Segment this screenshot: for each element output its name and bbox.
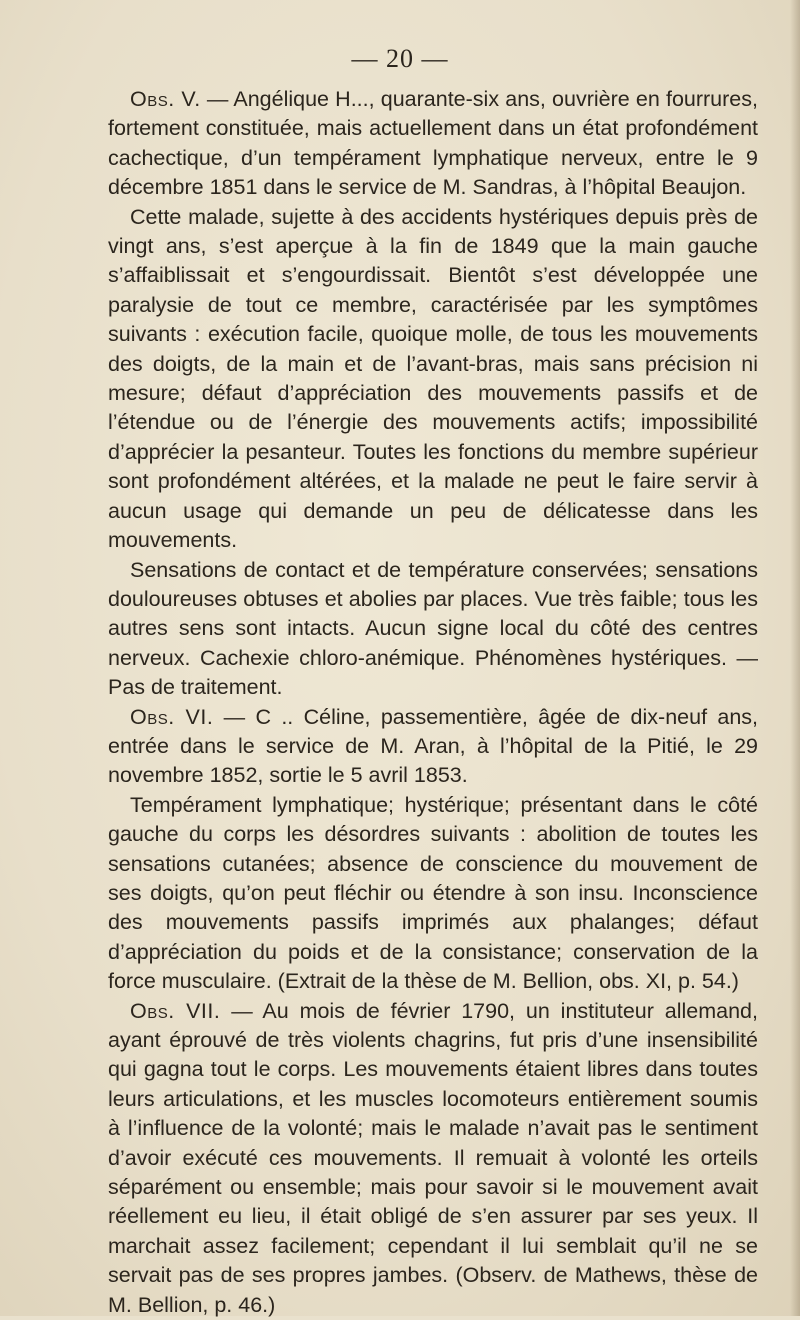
page-edge-shadow xyxy=(790,0,800,1316)
paragraph-text: Tempérament lymphatique; hystérique; présentant dans le côté gauche du corps les désordres suivants : abolition de toutes les sensations cutanées; absence de conscience du mouvement de ses doigts, qu’on peut fléchir ou étendre à son insu. Inconscience des mouvements passifs imprimés aux phalanges; défaut d’appréciation du poids et de la consistance; conservation de la force musculaire. (Extrait de la thèse de M. Bellion, obs. XI, p. 54.) xyxy=(108,792,758,994)
observation-label: Obs. VII. xyxy=(130,998,221,1023)
paragraph-obs-6 xyxy=(108,703,758,791)
body-text xyxy=(108,85,758,1320)
paragraph-text: — Angélique H..., quarante-six ans, ouvrière en fourrures, fortement constituée, mais actuellement dans un état profondément cachectique, d’un tempérament lymphatique nerveux, entre le 9 décembre 1851 dans le service de M. Sandras, à l’hôpital Beaujon. xyxy=(108,87,758,200)
paragraph-text: — Au mois de février 1790, un instituteur allemand, ayant éprouvé de très violents chagrins, fut pris d’une insensibilité qui gagna tout le corps. Les mouvements étaient libres dans toutes leurs articulations, et les muscles locomoteurs entièrement soumis à l’influence de la volonté; mais le malade n’avait pas le sentiment d’avoir exécuté ces mouvements. Il remuait à volonté les orteils séparément ou ensemble; mais pour savoir si le mouvement avait réellement eu lieu, il était obligé de s’en assurer par ses yeux. Il marchait assez facilement; cependant il lui semblait qu’il ne se servait pas de ses propres jambes. (Observ. de Mathews, thèse de M. Bellion, p. 46.) xyxy=(108,998,758,1317)
paragraph-text: Cette malade, sujette à des accidents hystériques depuis près de vingt ans, s’est aperçue à la fin de 1849 que la main gauche s’affaiblissait et s’engourdissait. Bientôt s’est développée une paralysie de tout ce membre, caractérisée par les symptômes suivants : exécution facile, quoique molle, de tous les mouvements des doigts, de la main et de l’avant-bras, mais sans précision ni mesure; défaut d’appréciation des mouvements passifs et de l’étendue ou de l’énergie des mouvements actifs; impossibilité d’apprécier la pesanteur. Toutes les fonctions du membre supérieur sont profondément altérées, et la malade ne peut le faire servir à aucun usage qui demande un peu de délicatesse dans les mouvements. xyxy=(108,204,758,553)
paragraph xyxy=(108,791,758,997)
paragraph-text: Sensations de contact et de température conservées; sensations douloureuses obtuses et abolies par places. Vue très faible; tous les autres sens sont intacts. Aucun signe local du côté des centres nerveux. Cachexie chloro-anémique. Phénomènes hystériques. — Pas de traitement. xyxy=(108,557,758,700)
paragraph xyxy=(108,556,758,703)
paragraph-obs-5 xyxy=(108,85,758,203)
paragraph-obs-7 xyxy=(108,997,758,1320)
paragraph-text: — C .. Céline, passementière, âgée de dix-neuf ans, entrée dans le service de M. Aran, à l’hôpital de la Pitié, le 29 novembre 1852, sortie le 5 avril 1853. xyxy=(108,704,759,788)
observation-label: Obs. V. xyxy=(130,87,201,111)
paragraph xyxy=(108,203,758,556)
observation-label: Obs. VI. xyxy=(130,704,214,729)
page-number: — 20 — xyxy=(351,44,449,73)
